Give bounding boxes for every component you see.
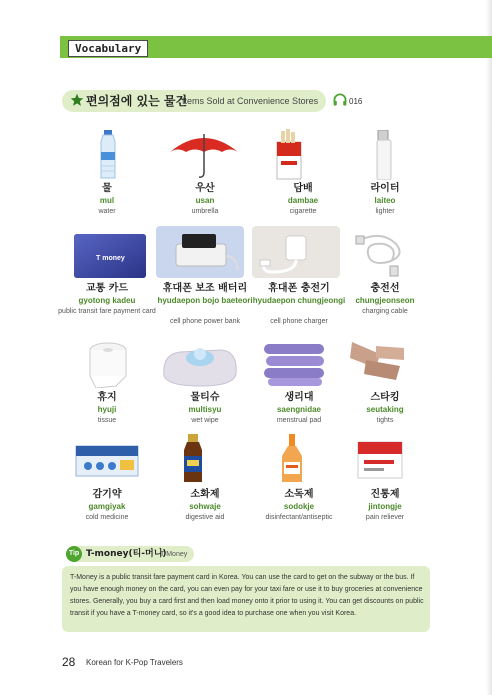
wet-wipe-icon bbox=[160, 340, 240, 388]
water-bottle-icon bbox=[95, 130, 121, 180]
section-title-en: Items Sold at Convenience Stores bbox=[182, 96, 319, 106]
book-title: Korean for K-Pop Travelers bbox=[86, 658, 183, 667]
item-romanization: saengnidae bbox=[276, 405, 321, 414]
item-en: menstrual pad bbox=[276, 417, 322, 424]
section-title-ko: 편의점에 있는 물건 bbox=[86, 94, 188, 108]
item-romanization: seutaking bbox=[366, 405, 404, 414]
item-en: tissue bbox=[97, 417, 117, 424]
item-en: cell phone power bank bbox=[169, 318, 241, 325]
tip-title-en: T-Money bbox=[160, 551, 188, 558]
umbrella-icon bbox=[168, 130, 240, 180]
item-ko: 충전선 bbox=[370, 283, 400, 294]
item-romanization: multisyu bbox=[188, 405, 222, 414]
item-romanization: jintongje bbox=[368, 502, 402, 511]
tip-badge: Tip bbox=[66, 546, 82, 562]
page-edge bbox=[486, 0, 492, 695]
item-ko: 교통 카드 bbox=[85, 283, 129, 294]
item-en: digestive aid bbox=[185, 514, 225, 521]
tip-title: T-money(티-머니) bbox=[86, 549, 167, 559]
item-romanization: hyuji bbox=[97, 405, 117, 414]
lighter-icon bbox=[375, 130, 393, 180]
item-en: charging cable bbox=[362, 308, 408, 315]
item-en: cigarette bbox=[289, 208, 317, 215]
item-romanization: dambae bbox=[287, 196, 319, 205]
tights-icon bbox=[346, 338, 408, 388]
item-ko: 휴지 bbox=[97, 392, 117, 403]
item-en: cell phone charger bbox=[270, 318, 328, 325]
item-ko: 우산 bbox=[195, 183, 215, 194]
item-ko: 라이터 bbox=[370, 183, 400, 194]
item-romanization: gamgiyak bbox=[88, 502, 126, 511]
item-en: tights bbox=[376, 417, 394, 424]
star-icon bbox=[70, 93, 84, 107]
disinfectant-icon bbox=[276, 434, 308, 484]
headphones-icon[interactable] bbox=[332, 92, 348, 108]
menstrual-pad-icon bbox=[262, 340, 326, 388]
page-number: 28 bbox=[62, 655, 76, 669]
digestive-aid-icon bbox=[178, 434, 208, 484]
item-romanization: hyudaepon bojo baeteori bbox=[157, 296, 253, 305]
item-romanization: sodokje bbox=[283, 502, 315, 511]
charging-cable-icon bbox=[352, 230, 408, 278]
vocabulary-tag: Vocabulary bbox=[68, 40, 148, 57]
tmoney-card-icon bbox=[74, 234, 146, 278]
tip-body: T-Money is a public transit fare payment card in Korea. You can use the card to get on the subway or the bus. If you have enough money on the card, you can even pay for your taxi fare or use it to buy groceries at convenience stores. Generally, you buy a card first and then load money onto it prior to using it. You can get discounts on public transit if you have a T-money card, so it's a good idea to purchase one when you visit Korea. bbox=[70, 574, 424, 617]
item-ko: 소독제 bbox=[284, 489, 314, 500]
item-romanization: usan bbox=[195, 196, 215, 205]
cold-medicine-icon bbox=[74, 438, 140, 484]
item-en: umbrella bbox=[191, 208, 219, 215]
item-romanization: gyotong kadeu bbox=[78, 296, 136, 305]
item-ko: 휴대폰 보조 배터리 bbox=[162, 283, 248, 294]
item-ko: 생리대 bbox=[284, 392, 314, 403]
item-en: disinfectant/antiseptic bbox=[265, 514, 333, 521]
item-en: cold medicine bbox=[85, 514, 129, 521]
item-ko: 물 bbox=[102, 183, 112, 194]
item-en: pain reliever bbox=[365, 514, 405, 521]
item-romanization: laiteo bbox=[374, 196, 396, 205]
toilet-paper-icon bbox=[86, 340, 130, 388]
item-ko: 물티슈 bbox=[190, 392, 220, 403]
pain-reliever-icon bbox=[354, 436, 406, 484]
item-en: wet wipe bbox=[191, 417, 219, 424]
cigarette-pack-icon bbox=[274, 128, 304, 180]
item-en: lighter bbox=[375, 208, 395, 215]
item-ko: 스타킹 bbox=[370, 392, 400, 403]
item-en: public transit fare payment card bbox=[58, 308, 156, 315]
tmoney-card-label: T money bbox=[96, 255, 125, 262]
audio-track-number: 016 bbox=[349, 97, 363, 106]
item-romanization: hyudaepon chungjeongi bbox=[252, 296, 346, 305]
item-romanization: sohwaje bbox=[189, 502, 221, 511]
item-romanization: chungjeonseon bbox=[355, 296, 415, 305]
item-ko: 감기약 bbox=[92, 489, 122, 500]
item-ko: 진통제 bbox=[370, 489, 400, 500]
item-ko: 담배 bbox=[293, 183, 313, 194]
item-ko: 소화제 bbox=[190, 489, 220, 500]
item-en: water bbox=[98, 208, 116, 215]
phone-charger-icon bbox=[252, 226, 340, 278]
power-bank-icon bbox=[156, 226, 244, 278]
item-ko: 휴대폰 충전기 bbox=[268, 283, 330, 294]
item-romanization: mul bbox=[99, 196, 115, 205]
